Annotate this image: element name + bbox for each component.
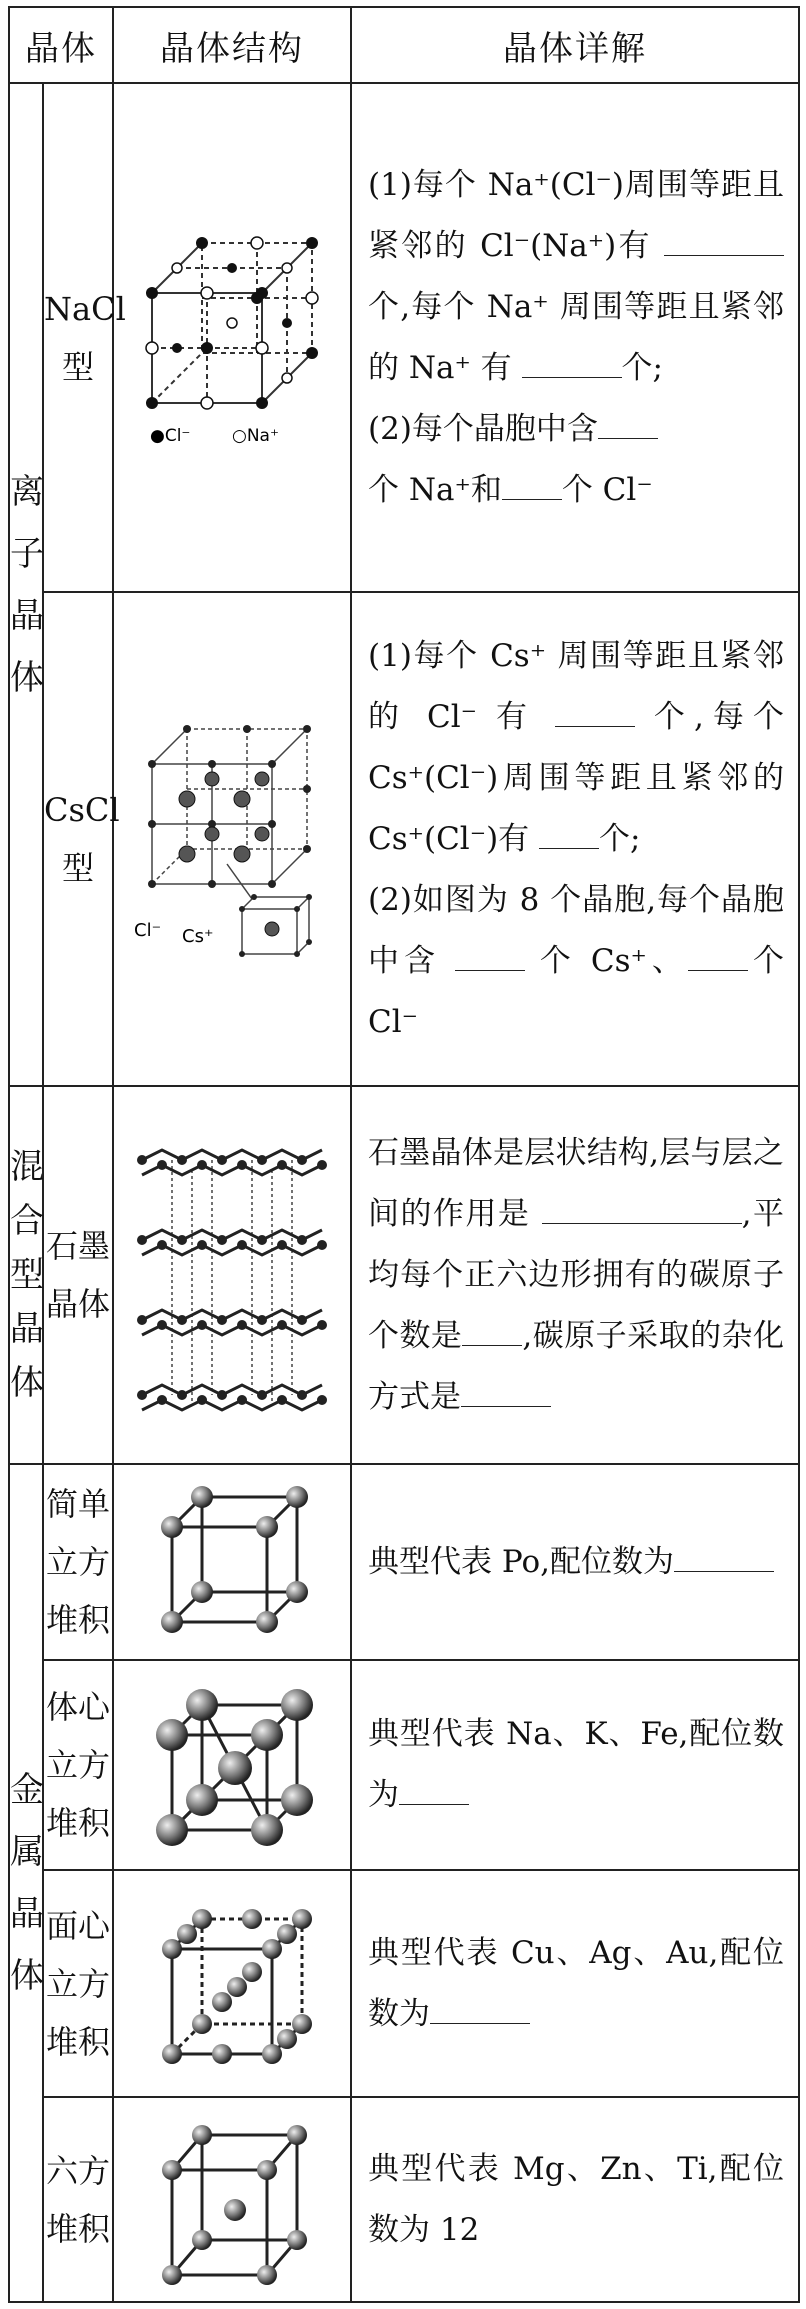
answer-blank[interactable] — [555, 696, 635, 727]
simple-cubic-name: 简单 立方 堆积 — [43, 1464, 113, 1660]
header-detail: 晶体详解 — [351, 7, 799, 83]
row-fcc — [9, 1870, 799, 2097]
hexagonal-packing-icon — [147, 2110, 317, 2290]
fcc-diagram — [113, 1870, 351, 2097]
answer-blank[interactable] — [542, 1193, 742, 1224]
group-ionic: 离 子 晶 体 — [9, 83, 43, 1086]
row-bcc — [9, 1660, 799, 1870]
group-metallic: 金 属 晶 体 — [9, 1464, 43, 2302]
header-crystal: 晶体 — [9, 7, 113, 83]
graphite-name: 石墨 晶体 — [43, 1086, 113, 1464]
nacl-description: (1)每个 Na⁺(Cl⁻)周围等距且紧邻的 Cl⁻(Na⁺)有 个,每个 Na⁺ 周围等距且紧邻的 Na⁺ 有 个; (2)每个晶胞中含 个 Na⁺和 个 Cl⁻ — [351, 83, 799, 592]
hcp-diagram — [113, 2097, 351, 2302]
header-row — [9, 7, 799, 83]
cscl-lattice-icon — [132, 714, 332, 964]
row-cscl — [9, 592, 799, 1086]
legend-cl: Cl⁻ — [134, 920, 162, 941]
simple-cubic-icon — [147, 1482, 317, 1642]
row-graphite — [9, 1086, 799, 1464]
answer-blank[interactable] — [430, 1993, 530, 2024]
hcp-description: 典型代表 Mg、Zn、Ti,配位数为 12 — [351, 2097, 799, 2302]
cscl-description: (1)每个 Cs⁺ 周围等距且紧邻的 Cl⁻ 有 个,每个 Cs⁺(Cl⁻)周围等距且紧邻的 Cs⁺(Cl⁻)有 个; (2)如图为 8 个晶胞,每个晶胞中含 个 Cs⁺、 个 Cl⁻ — [351, 592, 799, 1086]
fcc-description: 典型代表 Cu、Ag、Au,配位数为 — [351, 1870, 799, 2097]
answer-blank[interactable] — [399, 1774, 469, 1805]
answer-blank[interactable] — [502, 469, 562, 500]
answer-blank[interactable] — [664, 225, 784, 256]
simple-cubic-description: 典型代表 Po,配位数为 — [351, 1464, 799, 1660]
cscl-diagram — [113, 592, 351, 1086]
nacl-name: NaCl 型 — [43, 83, 113, 592]
cscl-name: CsCl 型 — [43, 592, 113, 1086]
answer-blank[interactable] — [522, 347, 622, 378]
group-mixed: 混 合 型 晶 体 — [9, 1086, 43, 1464]
nacl-diagram — [113, 83, 351, 592]
answer-blank[interactable] — [539, 818, 599, 849]
face-centered-cubic-icon — [147, 1894, 317, 2074]
body-centered-cubic-icon — [147, 1680, 317, 1850]
row-nacl — [9, 83, 799, 592]
answer-blank[interactable] — [598, 408, 658, 439]
header-structure: 晶体结构 — [113, 7, 351, 83]
answer-blank[interactable] — [455, 940, 525, 971]
simple-cubic-diagram — [113, 1464, 351, 1660]
legend-cl: ●Cl⁻ — [150, 425, 191, 446]
bcc-description: 典型代表 Na、K、Fe,配位数为 — [351, 1660, 799, 1870]
answer-blank[interactable] — [688, 940, 748, 971]
answer-blank[interactable] — [462, 1315, 522, 1346]
fcc-name: 面心 立方 堆积 — [43, 1870, 113, 2097]
row-hcp — [9, 2097, 799, 2302]
nacl-lattice-icon — [132, 223, 332, 453]
graphite-description: 石墨晶体是层状结构,层与层之间的作用是 ,平均每个正六边形拥有的碳原子个数是 ,碳原子采取的杂化方式是 — [351, 1086, 799, 1464]
bcc-diagram — [113, 1660, 351, 1870]
bcc-name: 体心 立方 堆积 — [43, 1660, 113, 1870]
hcp-name: 六方 堆积 — [43, 2097, 113, 2302]
answer-blank[interactable] — [461, 1376, 551, 1407]
crystal-table — [8, 6, 800, 2303]
legend-cs: Cs⁺ — [182, 926, 214, 947]
graphite-layers-icon — [132, 1130, 332, 1420]
answer-blank[interactable] — [674, 1541, 774, 1572]
row-simple-cubic — [9, 1464, 799, 1660]
graphite-diagram — [113, 1086, 351, 1464]
legend-na: ○Na⁺ — [232, 425, 279, 446]
